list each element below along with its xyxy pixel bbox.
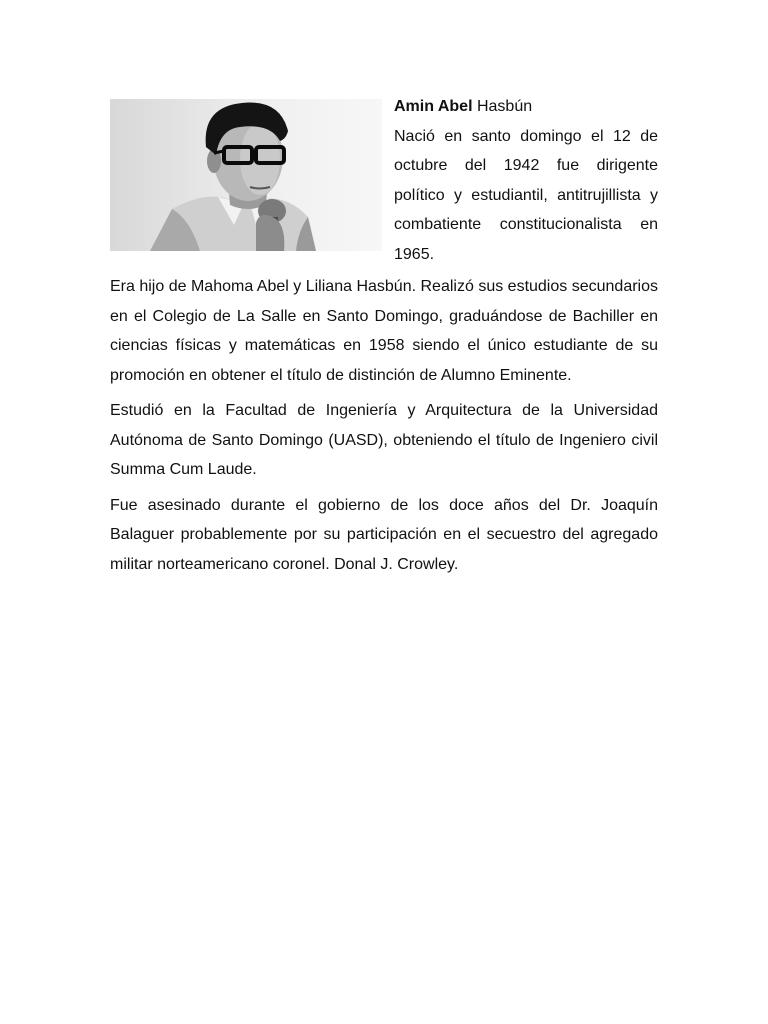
intro-block [394, 92, 658, 269]
paragraph-family-education: Era hijo de Mahoma Abel y Liliana Hasbún. Realizó sus estudios secundarios en el Colegio de La Salle en Santo Domingo, graduándose de Bachiller en ciencias físicas y matemáticas en 1958 siendo el único estudiante de su promoción en obtener el título de distinción de Alumno Eminente. [110, 278, 658, 384]
title-rest: Hasbún [472, 98, 533, 115]
document-page [110, 92, 658, 585]
page-title [394, 92, 658, 122]
title-bold: Amin Abel [394, 98, 473, 115]
paragraph-death: Fue asesinado durante el gobierno de los doce años del Dr. Joaquín Balaguer probablemente por su participación en el secuestro del agregado militar norteamericano coronel. Donal J. Crowley. [110, 496, 658, 573]
portrait-illustration [110, 99, 382, 251]
header-section [110, 92, 658, 264]
intro-paragraph: Nació en santo domingo el 12 de octubre del 1942 fue dirigente político y estudiantil, antitrujillista y combatiente constitucionalista en 1965. [394, 127, 658, 263]
body-section [110, 272, 658, 579]
portrait-photo [110, 99, 382, 251]
paragraph-university: Estudió en la Facultad de Ingeniería y Arquitectura de la Universidad Autónoma de Santo Domingo (UASD), obteniendo el título de Ingeniero civil Summa Cum Laude. [110, 402, 658, 478]
